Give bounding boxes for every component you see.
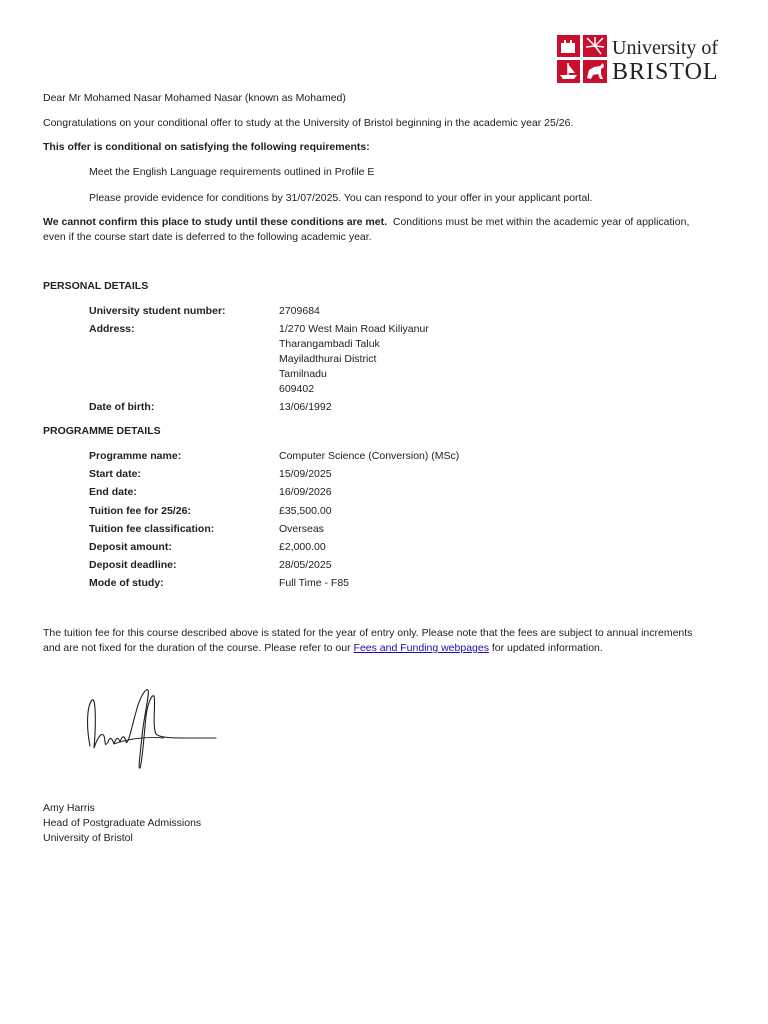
conditional-heading: This offer is conditional on satisfying the following requirements: — [43, 141, 370, 153]
requirement-english: Meet the English Language requirements outlined in Profile E — [89, 166, 375, 178]
deposit-deadline-value: 28/05/2025 — [279, 559, 332, 571]
mode-of-study-label: Mode of study: — [89, 577, 164, 589]
university-logo — [556, 33, 736, 87]
fees-funding-link[interactable]: Fees and Funding webpages — [353, 642, 489, 654]
student-number-label: University student number: — [89, 305, 226, 317]
congratulations-text: Congratulations on your conditional offer to study at the University of Bristol beginning in the academic year 25/26. — [43, 117, 574, 129]
logo-line-2: BRISTOL — [612, 59, 719, 85]
dob-value: 13/06/1992 — [279, 401, 332, 413]
confirmation-bold: We cannot confirm this place to study until these conditions are met. — [43, 216, 388, 228]
programme-details-heading: PROGRAMME DETAILS — [43, 425, 161, 437]
start-date-label: Start date: — [89, 468, 141, 480]
address-label: Address: — [89, 323, 135, 335]
dob-label: Date of birth: — [89, 401, 155, 413]
address-line: Tharangambadi Taluk — [279, 338, 380, 350]
fees-note-line-1: The tuition fee for this course described above is stated for the year of entry only. Please note that the fees are subject to annual increments — [43, 627, 693, 639]
signatory-block — [43, 801, 201, 846]
fees-note-line-2 — [43, 641, 733, 656]
confirmation-note — [43, 215, 733, 230]
tuition-fee-value: £35,500.00 — [279, 505, 332, 517]
address-value — [279, 322, 429, 397]
address-line: Mayiladthurai District — [279, 353, 377, 365]
end-date-label: End date: — [89, 486, 137, 498]
programme-name-label: Programme name: — [89, 450, 182, 462]
bristol-crest-icon — [556, 33, 608, 85]
signature-image — [84, 686, 224, 776]
fees-note-text-before: and are not fixed for the duration of the course. Please refer to our — [43, 642, 354, 654]
fee-classification-value: Overseas — [279, 523, 324, 535]
programme-name-value: Computer Science (Conversion) (MSc) — [279, 450, 460, 462]
deposit-amount-value: £2,000.00 — [279, 541, 326, 553]
confirmation-rest-line-1: Conditions must be met within the academic year of application, — [392, 216, 690, 228]
personal-details-heading: PERSONAL DETAILS — [43, 280, 149, 292]
signatory-title: Head of Postgraduate Admissions — [43, 817, 202, 829]
requirement-evidence: Please provide evidence for conditions by 31/07/2025. You can respond to your offer in your applicant portal. — [89, 192, 593, 204]
salutation: Dear Mr Mohamed Nasar Mohamed Nasar (known as Mohamed) — [43, 92, 346, 104]
confirmation-rest-line-2: even if the course start date is deferred to the following academic year. — [43, 231, 372, 243]
address-line: 609402 — [279, 383, 315, 395]
logo-line-1: University of — [612, 37, 719, 59]
deposit-deadline-label: Deposit deadline: — [89, 559, 177, 571]
signatory-org: University of Bristol — [43, 832, 133, 844]
fee-classification-label: Tuition fee classification: — [89, 523, 215, 535]
student-number-value: 2709684 — [279, 305, 320, 317]
signatory-name: Amy Harris — [43, 802, 95, 814]
mode-of-study-value: Full Time - F85 — [279, 577, 350, 589]
tuition-fee-label: Tuition fee for 25/26: — [89, 505, 191, 517]
fees-note-text-after: for updated information. — [488, 642, 603, 654]
deposit-amount-label: Deposit amount: — [89, 541, 172, 553]
end-date-value: 16/09/2026 — [279, 486, 332, 498]
address-line: 1/270 West Main Road Kiliyanur — [279, 323, 429, 335]
address-line: Tamilnadu — [279, 368, 327, 380]
start-date-value: 15/09/2025 — [279, 468, 332, 480]
